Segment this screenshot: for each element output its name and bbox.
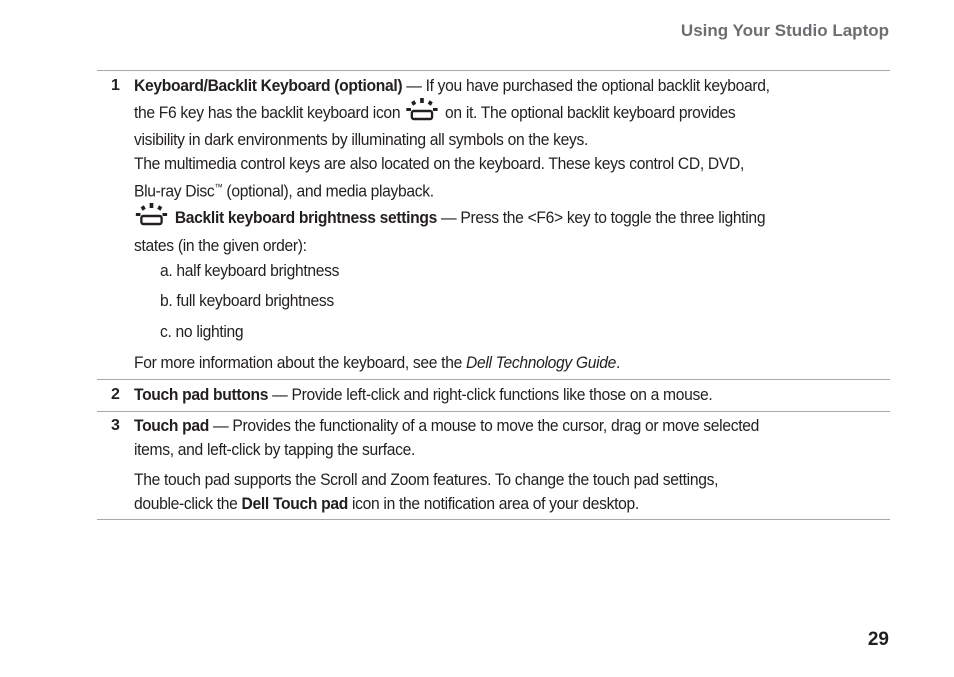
item-3-paragraph-1 (134, 414, 824, 461)
divider (97, 379, 890, 380)
item-3-title: Touch pad (134, 416, 210, 435)
item-1-p2-line2a: Blu-ray Disc (134, 181, 215, 201)
backlit-keyboard-icon (134, 203, 171, 234)
item-1-title: Keyboard/Backlit Keyboard (optional) (134, 76, 403, 95)
page-number: 29 (867, 629, 889, 650)
item-1-line1: — If you have purchased the optional backlit keyboard, (402, 76, 770, 95)
top-rule (97, 70, 890, 71)
item-1-paragraph-4 (134, 351, 824, 375)
item-2-text: — Provide left-click and right-click functions like those on a mouse. (268, 385, 713, 404)
item-1-paragraph-2 (134, 152, 824, 203)
item-1-p4-before: For more information about the keyboard, see the (134, 353, 466, 372)
list-item: b. full keyboard brightness (160, 291, 334, 310)
list-item: c. no lighting (160, 322, 244, 341)
item-number-3: 3 (111, 417, 120, 434)
item-1-p3-line1: — Press the <F6> key to toggle the three lighting (437, 208, 766, 227)
item-1-p2-line1: The multimedia control keys are also located on the keyboard. These keys control CD, DVD, (134, 154, 744, 173)
item-2-title: Touch pad buttons (134, 385, 269, 404)
item-3-p2-after: icon in the notification area of your desktop. (347, 493, 639, 513)
item-3-line2: items, and left-click by tapping the surface. (134, 439, 416, 459)
dell-touch-pad-ref: Dell Touch pad (241, 493, 348, 513)
item-1-paragraph-1 (134, 74, 824, 152)
bottom-rule (97, 519, 890, 520)
list-item: a. half keyboard brightness (160, 261, 340, 280)
divider (97, 411, 890, 412)
item-1-p3-line2: states (in the given order): (134, 235, 307, 255)
item-3-paragraph-2 (134, 468, 824, 515)
item-1-p2-line2b: (optional), and media playback. (222, 181, 434, 201)
item-1-paragraph-3 (134, 203, 824, 257)
item-number-2: 2 (111, 386, 120, 403)
dell-technology-guide-ref: Dell Technology Guide (465, 353, 617, 372)
backlit-keyboard-icon (404, 98, 441, 129)
item-3-p2-line1: The touch pad supports the Scroll and Zoom features. To change the touch pad settings, (134, 470, 719, 489)
trademark-symbol: ™ (214, 181, 223, 192)
item-2-paragraph (134, 383, 824, 407)
item-3-p2-before: double-click the (134, 493, 242, 513)
item-1-line3: visibility in dark environments by illuminating all symbols on the keys. (134, 130, 589, 149)
brightness-settings-title: Backlit keyboard brightness settings (174, 208, 438, 227)
item-1-line2b: on it. The optional backlit keyboard provides (441, 102, 736, 122)
item-1-line2a: the F6 key has the backlit keyboard icon (134, 102, 405, 122)
item-3-line1: — Provides the functionality of a mouse to move the cursor, drag or move selected (209, 416, 759, 435)
item-1-p4-after: . (616, 353, 621, 372)
item-number-1: 1 (111, 77, 120, 94)
running-header: Using Your Studio Laptop (680, 21, 889, 40)
